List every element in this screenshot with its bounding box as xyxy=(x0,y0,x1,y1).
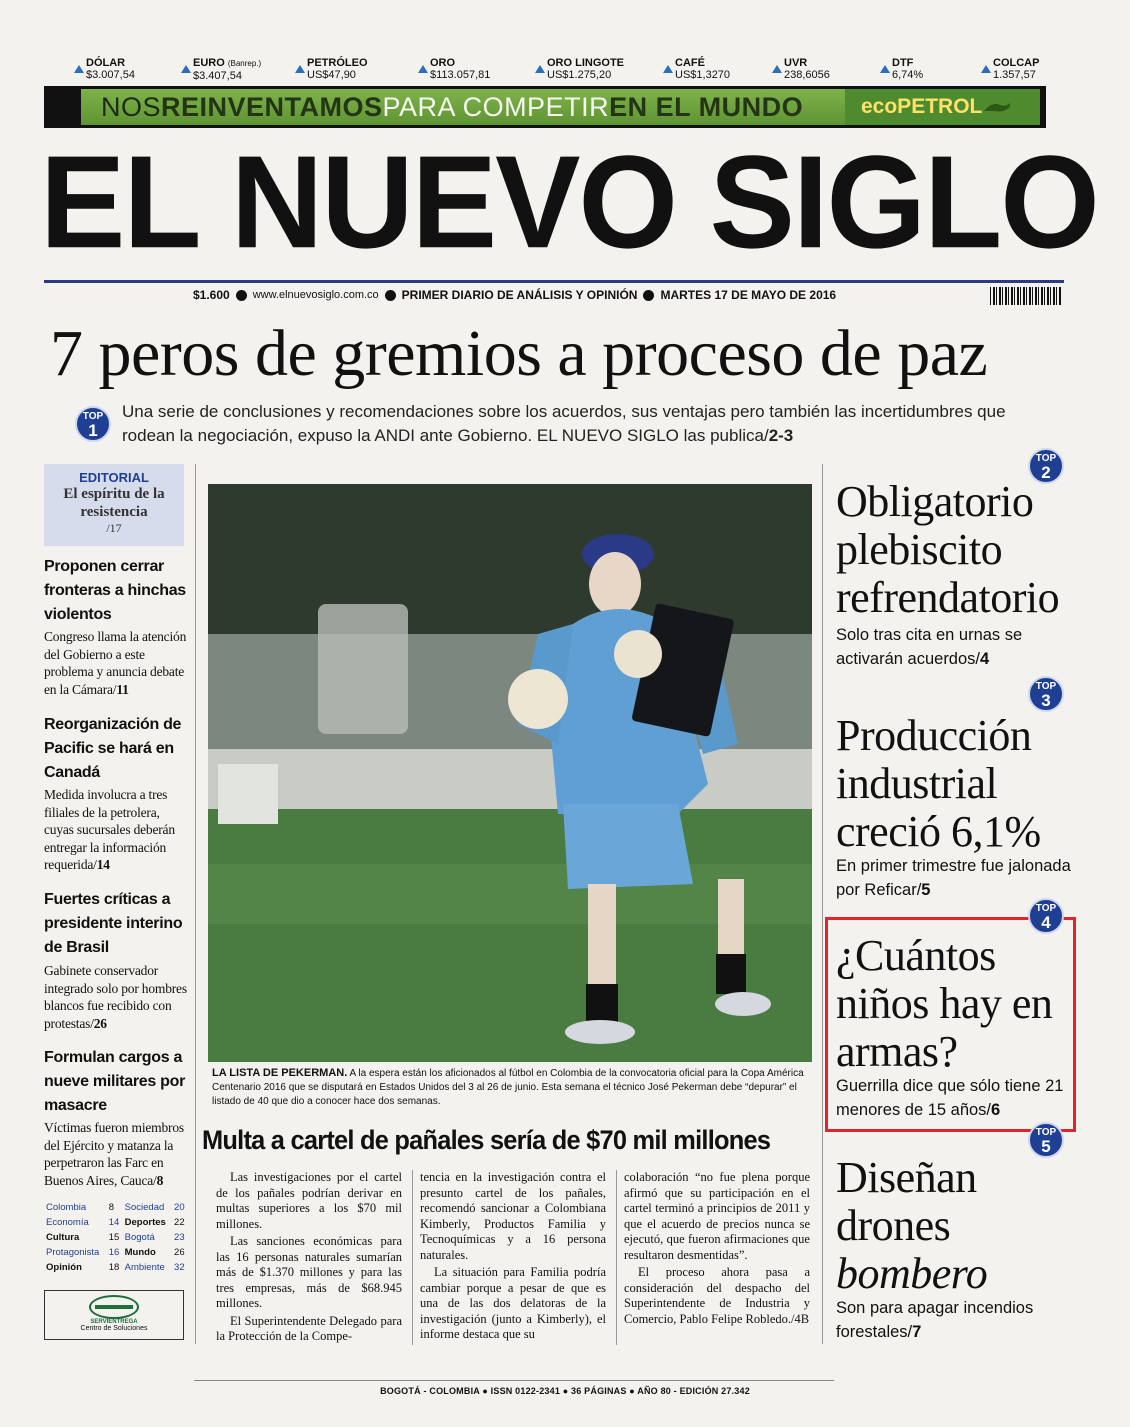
left-story-3-head[interactable]: Fuertes críticas a presidente interino de Brasil xyxy=(44,891,183,956)
left-story-4-body: Víctimas fueron miembros del Ejército y matanza la perpetraron las Farc en Buenos Aires, Cauca/8 xyxy=(44,1120,184,1188)
top3-badge: TOP 3 xyxy=(1028,676,1064,712)
bullet-icon xyxy=(643,290,654,301)
top5-headline[interactable]: Diseñan drones bombero xyxy=(836,1153,988,1298)
top2-badge: TOP 2 xyxy=(1028,448,1064,484)
top4-badge: TOP 4 xyxy=(1028,898,1064,934)
up-arrow-icon xyxy=(181,65,191,73)
tagline: PRIMER DIARIO DE ANÁLISIS Y OPINIÓN xyxy=(401,288,638,302)
left-story-2-body: Medida involucra a tres filiales de la petrolera, cuyas sucursales deberán entregar la información requerida/14 xyxy=(44,787,175,872)
up-arrow-icon xyxy=(74,65,84,73)
up-arrow-icon xyxy=(880,65,890,73)
ticker-petroleo: PETRÓLEO US$47,90 xyxy=(307,57,417,81)
ticker-euro: EURO (Banrep.) $3.407,54 xyxy=(193,57,303,82)
website-link[interactable]: www.elnuevosiglo.com.co xyxy=(252,289,379,301)
top5-badge: TOP 5 xyxy=(1028,1122,1064,1158)
bullet-icon xyxy=(236,290,247,301)
left-story-3-body: Gabinete conservador integrado solo por hombres blancos fue recibido con protestas/26 xyxy=(44,963,187,1031)
ticker-oro: ORO $113.057,81 xyxy=(430,57,540,81)
servientrega-logo xyxy=(89,1295,139,1319)
price: $1.600 xyxy=(193,288,230,302)
index-row: Protagonista 16 Mundo 26 xyxy=(46,1247,185,1258)
index-row: Opinión 18 Ambiente 32 xyxy=(46,1262,185,1273)
footer-info: BOGOTÁ - COLOMBIA ● ISSN 0122-2341 ● 36 PÁGINAS ● AÑO 80 - EDICIÓN 27.342 xyxy=(380,1386,750,1396)
index-row: Colombia 8 Sociedad 20 xyxy=(46,1202,185,1213)
up-arrow-icon xyxy=(535,65,545,73)
top2-subhead: Solo tras cita en urnas se activarán acuerdos/4 xyxy=(836,626,1023,668)
index-row: Economía 14 Deportes 22 xyxy=(46,1217,185,1228)
left-story-2-head[interactable]: Reorganización de Pacific se hará en Canadá xyxy=(44,716,182,781)
top3-subhead: En primer trimestre fue jalonada por Reficar/5 xyxy=(836,857,1071,899)
column-divider xyxy=(616,1170,617,1345)
left-story-1-head[interactable]: Proponen cerrar fronteras a hinchas violentos xyxy=(44,558,186,623)
section-index xyxy=(44,1200,188,1275)
ecopetrol-ad-banner[interactable] xyxy=(44,86,1046,128)
bullet-icon xyxy=(385,290,396,301)
editorial-title: El espíritu de la resistencia xyxy=(63,486,165,520)
ecopetrol-logo: ecoPETROL xyxy=(845,89,1040,125)
pekerman-photo[interactable] xyxy=(208,484,812,1062)
top1-summary[interactable]: Una serie de conclusiones y recomendaciones sobre los acuerdos, sus ventajas pero también las incertidumbres que rodean la negociación, expuso la ANDI ante Gobierno. EL NUEVO SIGLO las publica/2-3 xyxy=(122,402,1006,445)
top3-headline[interactable]: Producción industrial creció 6,1% xyxy=(836,711,1041,856)
story2-column-3: colaboración “no fue plena porque afirmó que su participación en el cartel terminó a principios de 2011 y que el acuerdo de precios nunca se ejecutó, que fueron afirmaciones que resultaron desmentidas”. El proceso ahora pasa a consideración del despacho del Superintendente de Industria y Comercio, Pablo Felipe Robledo./4B xyxy=(624,1170,810,1326)
story2-headline[interactable]: Multa a cartel de pañales sería de $70 mil millones xyxy=(202,1125,771,1155)
left-story-4-head[interactable]: Formulan cargos a nueve militares por masacre xyxy=(44,1049,186,1114)
iguana-icon xyxy=(982,97,1012,117)
servientrega-ad[interactable]: SERVIENTREGA Centro de Soluciones xyxy=(44,1290,184,1340)
photo-caption: LA LISTA DE PEKERMAN. A la espera están los aficionados al fútbol en Colombia de la convocatoria oficial para la Copa América Centenario 2016 que se disputará en Estados Unidos del 3 al 26 de junio. Esta semana el técnico José Pekerman debe “depurar” el listado de 40 que dio a conocer hace dos semanas. xyxy=(212,1067,804,1107)
ticker-dtf: DTF 6,74% xyxy=(892,57,1002,81)
footer-rule xyxy=(194,1380,834,1381)
editorial-page: /17 xyxy=(106,521,122,535)
ad-slogan: NOS REINVENTAMOS PARA COMPETIR EN EL MUNDO xyxy=(81,89,886,125)
story2-column-2: tencia en la investigación contra el presunto cartel de los pañales, recomendó sancionar a Colombiana Kimberly, Productos Familia y Tecnoquímicas y a 16 persona naturales. La situación para Familia podría cambiar porque a pesar de que es una de las dos delatoras de la investigación (junto a Kimberly), el informe destaca que su xyxy=(420,1170,606,1341)
top4-headline[interactable]: ¿Cuántos niños hay en armas? xyxy=(836,931,1053,1076)
date: MARTES 17 DE MAYO DE 2016 xyxy=(660,288,837,302)
up-arrow-icon xyxy=(295,65,305,73)
barcode-icon xyxy=(990,287,1062,305)
column-divider xyxy=(412,1170,413,1345)
ticker-uvr: UVR 238,6056 xyxy=(784,57,894,81)
masthead-rule xyxy=(44,280,1064,283)
up-arrow-icon xyxy=(663,65,673,73)
editorial-box[interactable] xyxy=(44,464,184,546)
up-arrow-icon xyxy=(772,65,782,73)
column-divider xyxy=(822,464,823,1344)
main-headline[interactable]: 7 peros de gremios a proceso de paz xyxy=(50,317,988,390)
masthead-meta xyxy=(193,288,836,302)
masthead-title: EL NUEVO SIGLO xyxy=(40,128,1098,277)
left-story-1-body: Congreso llama la atención del Gobierno a este problema y anuncia debate en la Cámara/11 xyxy=(44,629,187,697)
up-arrow-icon xyxy=(418,65,428,73)
index-row: Cultura 15 Bogotá 23 xyxy=(46,1232,185,1243)
story2-column-1: Las investigaciones por el cartel de los pañales podrían derivar en multas superiores a los $70 mil millones. Las sanciones económicas para las 16 personas naturales sumarían más de $1.370 millones y para las tres empresas, más de $68.945 millones. El Superintendente Delegado para la Protección de la Compe- xyxy=(216,1170,402,1343)
top4-subhead: Guerrilla dice que sólo tiene 21 menores de 15 años/6 xyxy=(836,1077,1064,1119)
column-divider xyxy=(195,464,196,1344)
up-arrow-icon xyxy=(981,65,991,73)
top1-badge: TOP 1 xyxy=(75,406,111,442)
ticker-oro-lingote: ORO LINGOTE US$1.275,20 xyxy=(547,57,657,81)
editorial-label: EDITORIAL xyxy=(79,470,149,485)
photo-illustration xyxy=(208,484,812,1062)
ticker-cafe: CAFÉ US$1,3270 xyxy=(675,57,785,81)
ticker-dolar: DÓLAR $3.007,54 xyxy=(86,57,196,81)
top5-subhead: Son para apagar incendios forestales/7 xyxy=(836,1299,1034,1341)
top2-headline[interactable]: Obligatorio plebiscito refrendatorio xyxy=(836,477,1060,622)
ticker-colcap: COLCAP 1.357,57 xyxy=(993,57,1103,81)
